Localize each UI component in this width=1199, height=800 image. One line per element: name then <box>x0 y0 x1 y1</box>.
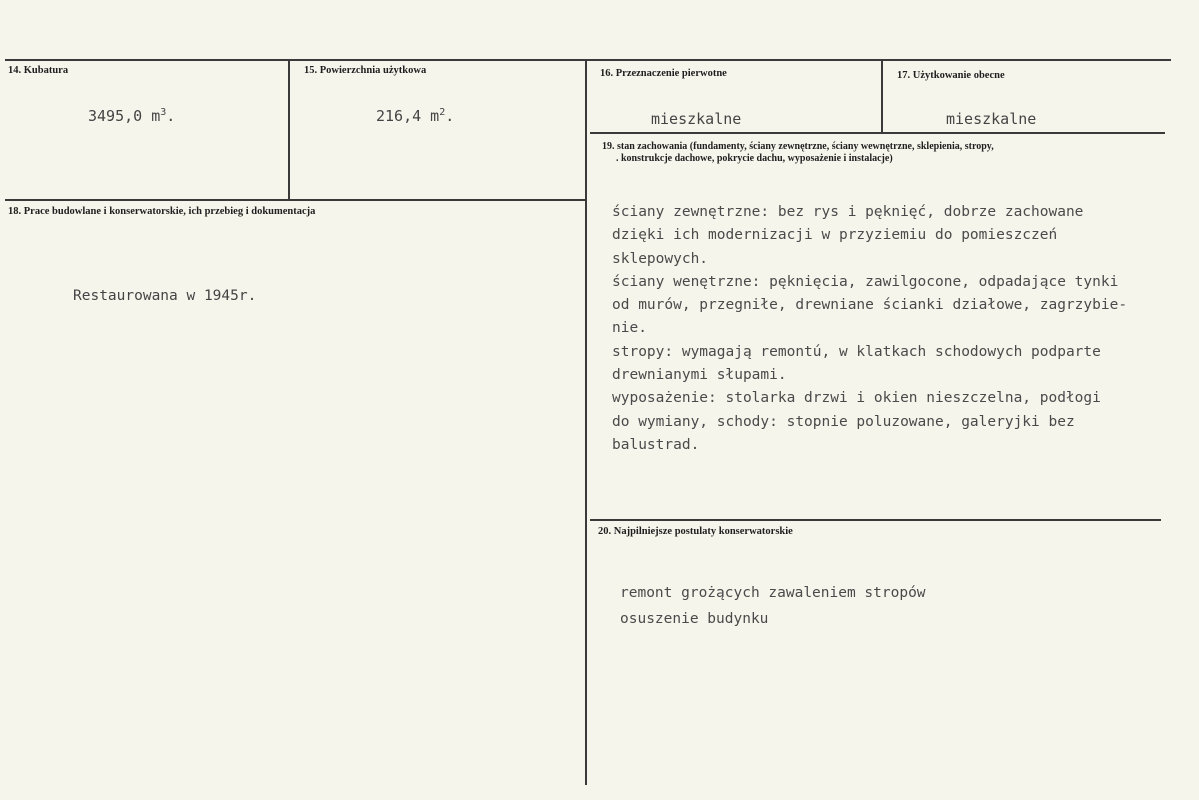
stan-line: dzięki ich modernizacji w przyziemiu do pomieszczeń <box>612 227 1058 244</box>
stan-line: stropy: wymagają remontú, w klatkach schodowych podparte <box>612 343 1101 360</box>
powierzchnia-exponent: 2 <box>439 107 446 118</box>
prace-label: 18. Prace budowlane i konserwatorskie, ich przebieg i dokumentacja <box>8 206 316 217</box>
stan-line: sklepowych. <box>612 250 709 267</box>
kubatura-label: 14. Kubatura <box>8 65 69 76</box>
divider-14-15 <box>288 60 290 199</box>
top-rule <box>5 59 1171 61</box>
kubatura-value <box>88 107 175 125</box>
stan-line: wyposażenie: stolarka drzwi i okien nieszczelna, podłogi <box>612 390 1101 407</box>
stan-line: drewnianymi słupami. <box>612 367 787 384</box>
divider-16-17 <box>881 60 883 132</box>
stan-label <box>602 141 994 165</box>
stan-line: ściany zewnętrzne: bez rys i pęknięć, dobrze zachowane <box>612 204 1084 220</box>
postulaty-line: osuszenie budynku <box>620 611 769 627</box>
uzytkowanie-label: 17. Użytkowanie obecne <box>897 70 1005 81</box>
postulaty-text <box>620 580 926 632</box>
kubatura-exponent: 3 <box>160 107 167 118</box>
przeznaczenie-value: mieszkalne <box>651 110 742 128</box>
center-divider <box>585 60 587 785</box>
stan-line: nie. <box>612 320 647 337</box>
uzytkowanie-value: mieszkalne <box>946 110 1037 128</box>
rule-under-14-15 <box>5 199 586 201</box>
powierzchnia-value <box>376 107 454 125</box>
rule-above-20 <box>590 519 1161 521</box>
kubatura-number: 3495,0 m <box>88 107 161 125</box>
kubatura-suffix: . <box>166 107 176 125</box>
stan-line: od murów, przegniłe, drewniane ścianki działowe, zagrzybie- <box>612 297 1128 314</box>
przeznaczenie-label: 16. Przeznaczenie pierwotne <box>600 68 727 79</box>
stan-line: do wymiany, schody: stopnie poluzowane, galeryjki bez <box>612 413 1075 430</box>
stan-label-line-1: 19. stan zachowania (fundamenty, ściany zewnętrzne, ściany wewnętrzne, sklepienia, stropy, <box>602 141 994 152</box>
prace-value: Restaurowana w 1945r. <box>73 288 257 304</box>
powierzchnia-number: 216,4 m <box>376 107 440 125</box>
powierzchnia-suffix: . <box>445 107 455 125</box>
rule-under-16-17 <box>590 132 1165 134</box>
stan-line: ściany wenętrzne: pęknięcia, zawilgocone, odpadające tynki <box>612 273 1119 290</box>
stan-label-line-2: . konstrukcje dachowe, pokrycie dachu, wyposażenie i instalacje) <box>616 153 893 164</box>
stan-line: balustrad. <box>612 436 700 453</box>
powierzchnia-label: 15. Powierzchnia użytkowa <box>304 65 427 76</box>
postulaty-label: 20. Najpilniejsze postulaty konserwatorskie <box>598 526 793 537</box>
stan-text <box>612 201 1127 457</box>
postulaty-line: remont grożących zawaleniem stropów <box>620 585 926 601</box>
